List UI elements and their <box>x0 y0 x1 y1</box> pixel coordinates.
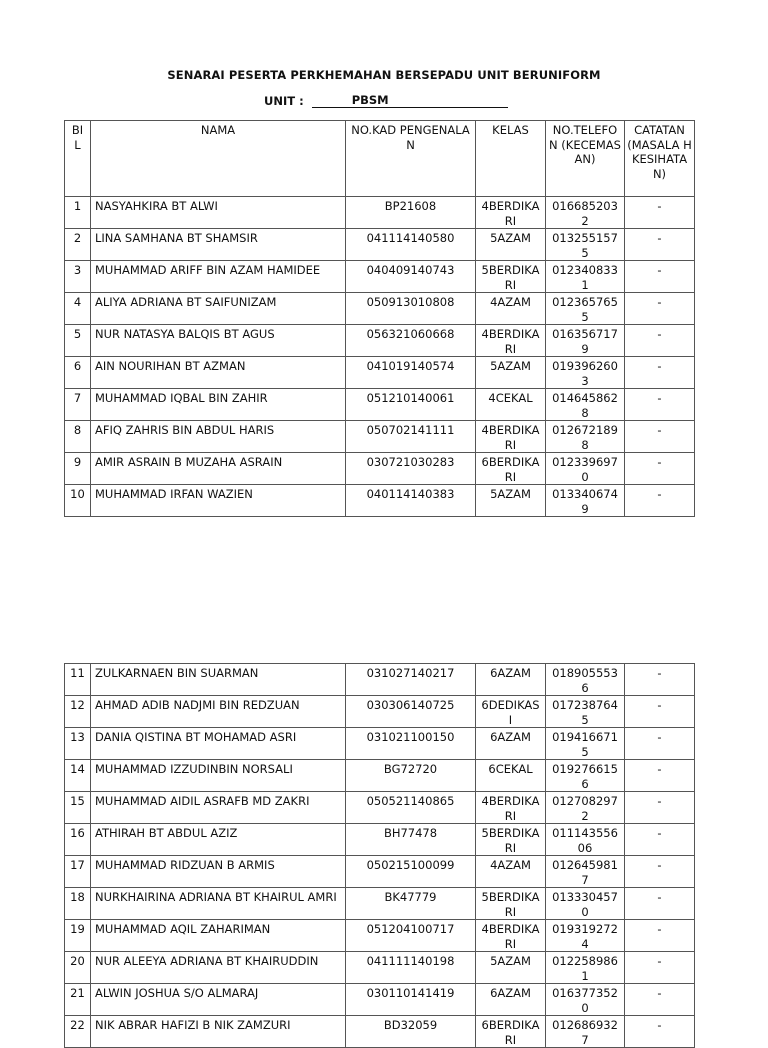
unit-line <box>264 94 508 108</box>
cell-telefon: 0163567179 <box>546 325 625 357</box>
cell-catatan: - <box>625 760 695 792</box>
cell-bil: 4 <box>65 293 91 325</box>
table-row <box>65 760 695 792</box>
cell-kelas: 4AZAM <box>476 293 546 325</box>
cell-kad-pengenalan: 030721030283 <box>346 453 476 485</box>
cell-bil: 12 <box>65 696 91 728</box>
table-row <box>65 792 695 824</box>
cell-telefon: 0193962603 <box>546 357 625 389</box>
table-row <box>65 229 695 261</box>
cell-catatan: - <box>625 792 695 824</box>
header-kelas: KELAS <box>476 121 546 197</box>
cell-bil: 16 <box>65 824 91 856</box>
cell-catatan: - <box>625 293 695 325</box>
table-row <box>65 453 695 485</box>
cell-bil: 11 <box>65 664 91 696</box>
cell-kelas: 4BERDIKARI <box>476 197 546 229</box>
table-header-row <box>65 121 695 197</box>
cell-kad-pengenalan: 050913010808 <box>346 293 476 325</box>
cell-nama: MUHAMMAD RIDZUAN B ARMIS <box>91 856 346 888</box>
cell-bil: 15 <box>65 792 91 824</box>
cell-catatan: - <box>625 856 695 888</box>
unit-value: PBSM <box>312 94 508 108</box>
cell-catatan: - <box>625 453 695 485</box>
cell-kad-pengenalan: BG72720 <box>346 760 476 792</box>
cell-catatan: - <box>625 197 695 229</box>
cell-kelas: 4AZAM <box>476 856 546 888</box>
cell-kad-pengenalan: 041019140574 <box>346 357 476 389</box>
cell-catatan: - <box>625 984 695 1016</box>
cell-kelas: 5AZAM <box>476 229 546 261</box>
table-row <box>65 664 695 696</box>
cell-bil: 19 <box>65 920 91 952</box>
cell-nama: ALIYA ADRIANA BT SAIFUNIZAM <box>91 293 346 325</box>
cell-telefon: 0126869327 <box>546 1016 625 1048</box>
cell-kelas: 6AZAM <box>476 728 546 760</box>
cell-bil: 6 <box>65 357 91 389</box>
table-row <box>65 261 695 293</box>
header-catatan: CATATAN (MASALA H KESIHATA N) <box>625 121 695 197</box>
cell-kelas: 5BERDIKARI <box>476 824 546 856</box>
table-row <box>65 421 695 453</box>
cell-catatan: - <box>625 485 695 517</box>
table-body-page-2 <box>65 664 695 1048</box>
cell-nama: AHMAD ADIB NADJMI BIN REDZUAN <box>91 696 346 728</box>
cell-nama: NASYAHKIRA BT ALWI <box>91 197 346 229</box>
cell-nama: DANIA QISTINA BT MOHAMAD ASRI <box>91 728 346 760</box>
cell-kad-pengenalan: 030110141419 <box>346 984 476 1016</box>
cell-telefon: 0122589861 <box>546 952 625 984</box>
cell-telefon: 0123408331 <box>546 261 625 293</box>
table-row <box>65 293 695 325</box>
header-nama: NAMA <box>91 121 346 197</box>
cell-kad-pengenalan: BD32059 <box>346 1016 476 1048</box>
cell-catatan: - <box>625 325 695 357</box>
table-body-page-1 <box>65 197 695 517</box>
table-row <box>65 824 695 856</box>
cell-telefon: 0132551575 <box>546 229 625 261</box>
cell-kelas: 4CEKAL <box>476 389 546 421</box>
cell-nama: ATHIRAH BT ABDUL AZIZ <box>91 824 346 856</box>
cell-bil: 17 <box>65 856 91 888</box>
cell-kad-pengenalan: BH77478 <box>346 824 476 856</box>
cell-telefon: 0172387645 <box>546 696 625 728</box>
cell-nama: NURKHAIRINA ADRIANA BT KHAIRUL AMRI <box>91 888 346 920</box>
cell-kelas: 5AZAM <box>476 485 546 517</box>
cell-kelas: 6BERDIKARI <box>476 1016 546 1048</box>
table-row <box>65 357 695 389</box>
cell-kelas: 6DEDIKASI <box>476 696 546 728</box>
cell-kad-pengenalan: 050215100099 <box>346 856 476 888</box>
cell-nama: MUHAMMAD IZZUDINBIN NORSALI <box>91 760 346 792</box>
cell-telefon: 0194166715 <box>546 728 625 760</box>
cell-catatan: - <box>625 421 695 453</box>
cell-telefon: 0133406749 <box>546 485 625 517</box>
cell-nama: NUR NATASYA BALQIS BT AGUS <box>91 325 346 357</box>
cell-catatan: - <box>625 824 695 856</box>
table-row <box>65 856 695 888</box>
cell-kelas: 4BERDIKARI <box>476 792 546 824</box>
cell-catatan: - <box>625 728 695 760</box>
cell-kad-pengenalan: 040114140383 <box>346 485 476 517</box>
table-row <box>65 197 695 229</box>
cell-bil: 5 <box>65 325 91 357</box>
cell-kelas: 5AZAM <box>476 357 546 389</box>
cell-telefon: 0123657655 <box>546 293 625 325</box>
table-row <box>65 485 695 517</box>
table-row <box>65 920 695 952</box>
cell-telefon: 0126721898 <box>546 421 625 453</box>
cell-bil: 10 <box>65 485 91 517</box>
cell-kad-pengenalan: 030306140725 <box>346 696 476 728</box>
cell-kad-pengenalan: 050702141111 <box>346 421 476 453</box>
cell-nama: MUHAMMAD AQIL ZAHARIMAN <box>91 920 346 952</box>
table-row <box>65 888 695 920</box>
participant-table-page-1 <box>64 120 695 517</box>
cell-nama: AFIQ ZAHRIS BIN ABDUL HARIS <box>91 421 346 453</box>
cell-bil: 14 <box>65 760 91 792</box>
table-row <box>65 984 695 1016</box>
cell-nama: MUHAMMAD IQBAL BIN ZAHIR <box>91 389 346 421</box>
cell-telefon: 0123396970 <box>546 453 625 485</box>
cell-catatan: - <box>625 664 695 696</box>
cell-kelas: 6BERDIKARI <box>476 453 546 485</box>
cell-nama: ALWIN JOSHUA S/O ALMARAJ <box>91 984 346 1016</box>
cell-catatan: - <box>625 1016 695 1048</box>
cell-telefon: 0193192724 <box>546 920 625 952</box>
cell-nama: ZULKARNAEN BIN SUARMAN <box>91 664 346 696</box>
cell-bil: 22 <box>65 1016 91 1048</box>
cell-kad-pengenalan: 051210140061 <box>346 389 476 421</box>
cell-nama: AIN NOURIHAN BT AZMAN <box>91 357 346 389</box>
table-row <box>65 952 695 984</box>
table-row <box>65 389 695 421</box>
cell-telefon: 0133304570 <box>546 888 625 920</box>
cell-kelas: 5BERDIKARI <box>476 261 546 293</box>
cell-kelas: 4BERDIKARI <box>476 421 546 453</box>
cell-catatan: - <box>625 888 695 920</box>
cell-bil: 7 <box>65 389 91 421</box>
cell-nama: MUHAMMAD IRFAN WAZIEN <box>91 485 346 517</box>
cell-telefon: 0189055536 <box>546 664 625 696</box>
document-title: SENARAI PESERTA PERKHEMAHAN BERSEPADU UNIT BERUNIFORM <box>167 68 601 82</box>
cell-kelas: 6CEKAL <box>476 760 546 792</box>
cell-telefon: 0163773520 <box>546 984 625 1016</box>
cell-bil: 13 <box>65 728 91 760</box>
cell-telefon: 0146458628 <box>546 389 625 421</box>
cell-bil: 2 <box>65 229 91 261</box>
cell-catatan: - <box>625 952 695 984</box>
cell-kad-pengenalan: 031027140217 <box>346 664 476 696</box>
participant-table-page-2 <box>64 663 695 1048</box>
cell-kad-pengenalan: 031021100150 <box>346 728 476 760</box>
cell-kelas: 6AZAM <box>476 984 546 1016</box>
cell-telefon: 0192766156 <box>546 760 625 792</box>
cell-kad-pengenalan: 056321060668 <box>346 325 476 357</box>
cell-telefon: 0127082972 <box>546 792 625 824</box>
cell-bil: 3 <box>65 261 91 293</box>
cell-nama: MUHAMMAD AIDIL ASRAFB MD ZAKRI <box>91 792 346 824</box>
cell-nama: MUHAMMAD ARIFF BIN AZAM HAMIDEE <box>91 261 346 293</box>
cell-bil: 9 <box>65 453 91 485</box>
cell-kad-pengenalan: 051204100717 <box>346 920 476 952</box>
cell-kad-pengenalan: 050521140865 <box>346 792 476 824</box>
cell-kelas: 6AZAM <box>476 664 546 696</box>
cell-kelas: 4BERDIKARI <box>476 325 546 357</box>
cell-nama: NIK ABRAR HAFIZI B NIK ZAMZURI <box>91 1016 346 1048</box>
cell-telefon: 01114355606 <box>546 824 625 856</box>
table-row <box>65 1016 695 1048</box>
cell-telefon: 0126459817 <box>546 856 625 888</box>
header-bil: BI L <box>65 121 91 197</box>
cell-catatan: - <box>625 357 695 389</box>
cell-nama: LINA SAMHANA BT SHAMSIR <box>91 229 346 261</box>
cell-kelas: 5BERDIKARI <box>476 888 546 920</box>
cell-nama: NUR ALEEYA ADRIANA BT KHAIRUDDIN <box>91 952 346 984</box>
cell-kad-pengenalan: BP21608 <box>346 197 476 229</box>
cell-kad-pengenalan: BK47779 <box>346 888 476 920</box>
unit-label: UNIT : <box>264 94 304 108</box>
cell-bil: 21 <box>65 984 91 1016</box>
cell-catatan: - <box>625 696 695 728</box>
cell-catatan: - <box>625 389 695 421</box>
cell-telefon: 0166852032 <box>546 197 625 229</box>
cell-bil: 20 <box>65 952 91 984</box>
table-row <box>65 696 695 728</box>
cell-kad-pengenalan: 040409140743 <box>346 261 476 293</box>
header-kad-pengenalan: NO.KAD PENGENALAN <box>346 121 476 197</box>
cell-kelas: 5AZAM <box>476 952 546 984</box>
cell-kelas: 4BERDIKARI <box>476 920 546 952</box>
header-telefon: NO.TELEFO N (KECEMAS AN) <box>546 121 625 197</box>
cell-catatan: - <box>625 229 695 261</box>
cell-bil: 18 <box>65 888 91 920</box>
cell-bil: 8 <box>65 421 91 453</box>
table-row <box>65 325 695 357</box>
cell-kad-pengenalan: 041111140198 <box>346 952 476 984</box>
cell-catatan: - <box>625 920 695 952</box>
cell-nama: AMIR ASRAIN B MUZAHA ASRAIN <box>91 453 346 485</box>
cell-bil: 1 <box>65 197 91 229</box>
table-row <box>65 728 695 760</box>
cell-kad-pengenalan: 041114140580 <box>346 229 476 261</box>
cell-catatan: - <box>625 261 695 293</box>
